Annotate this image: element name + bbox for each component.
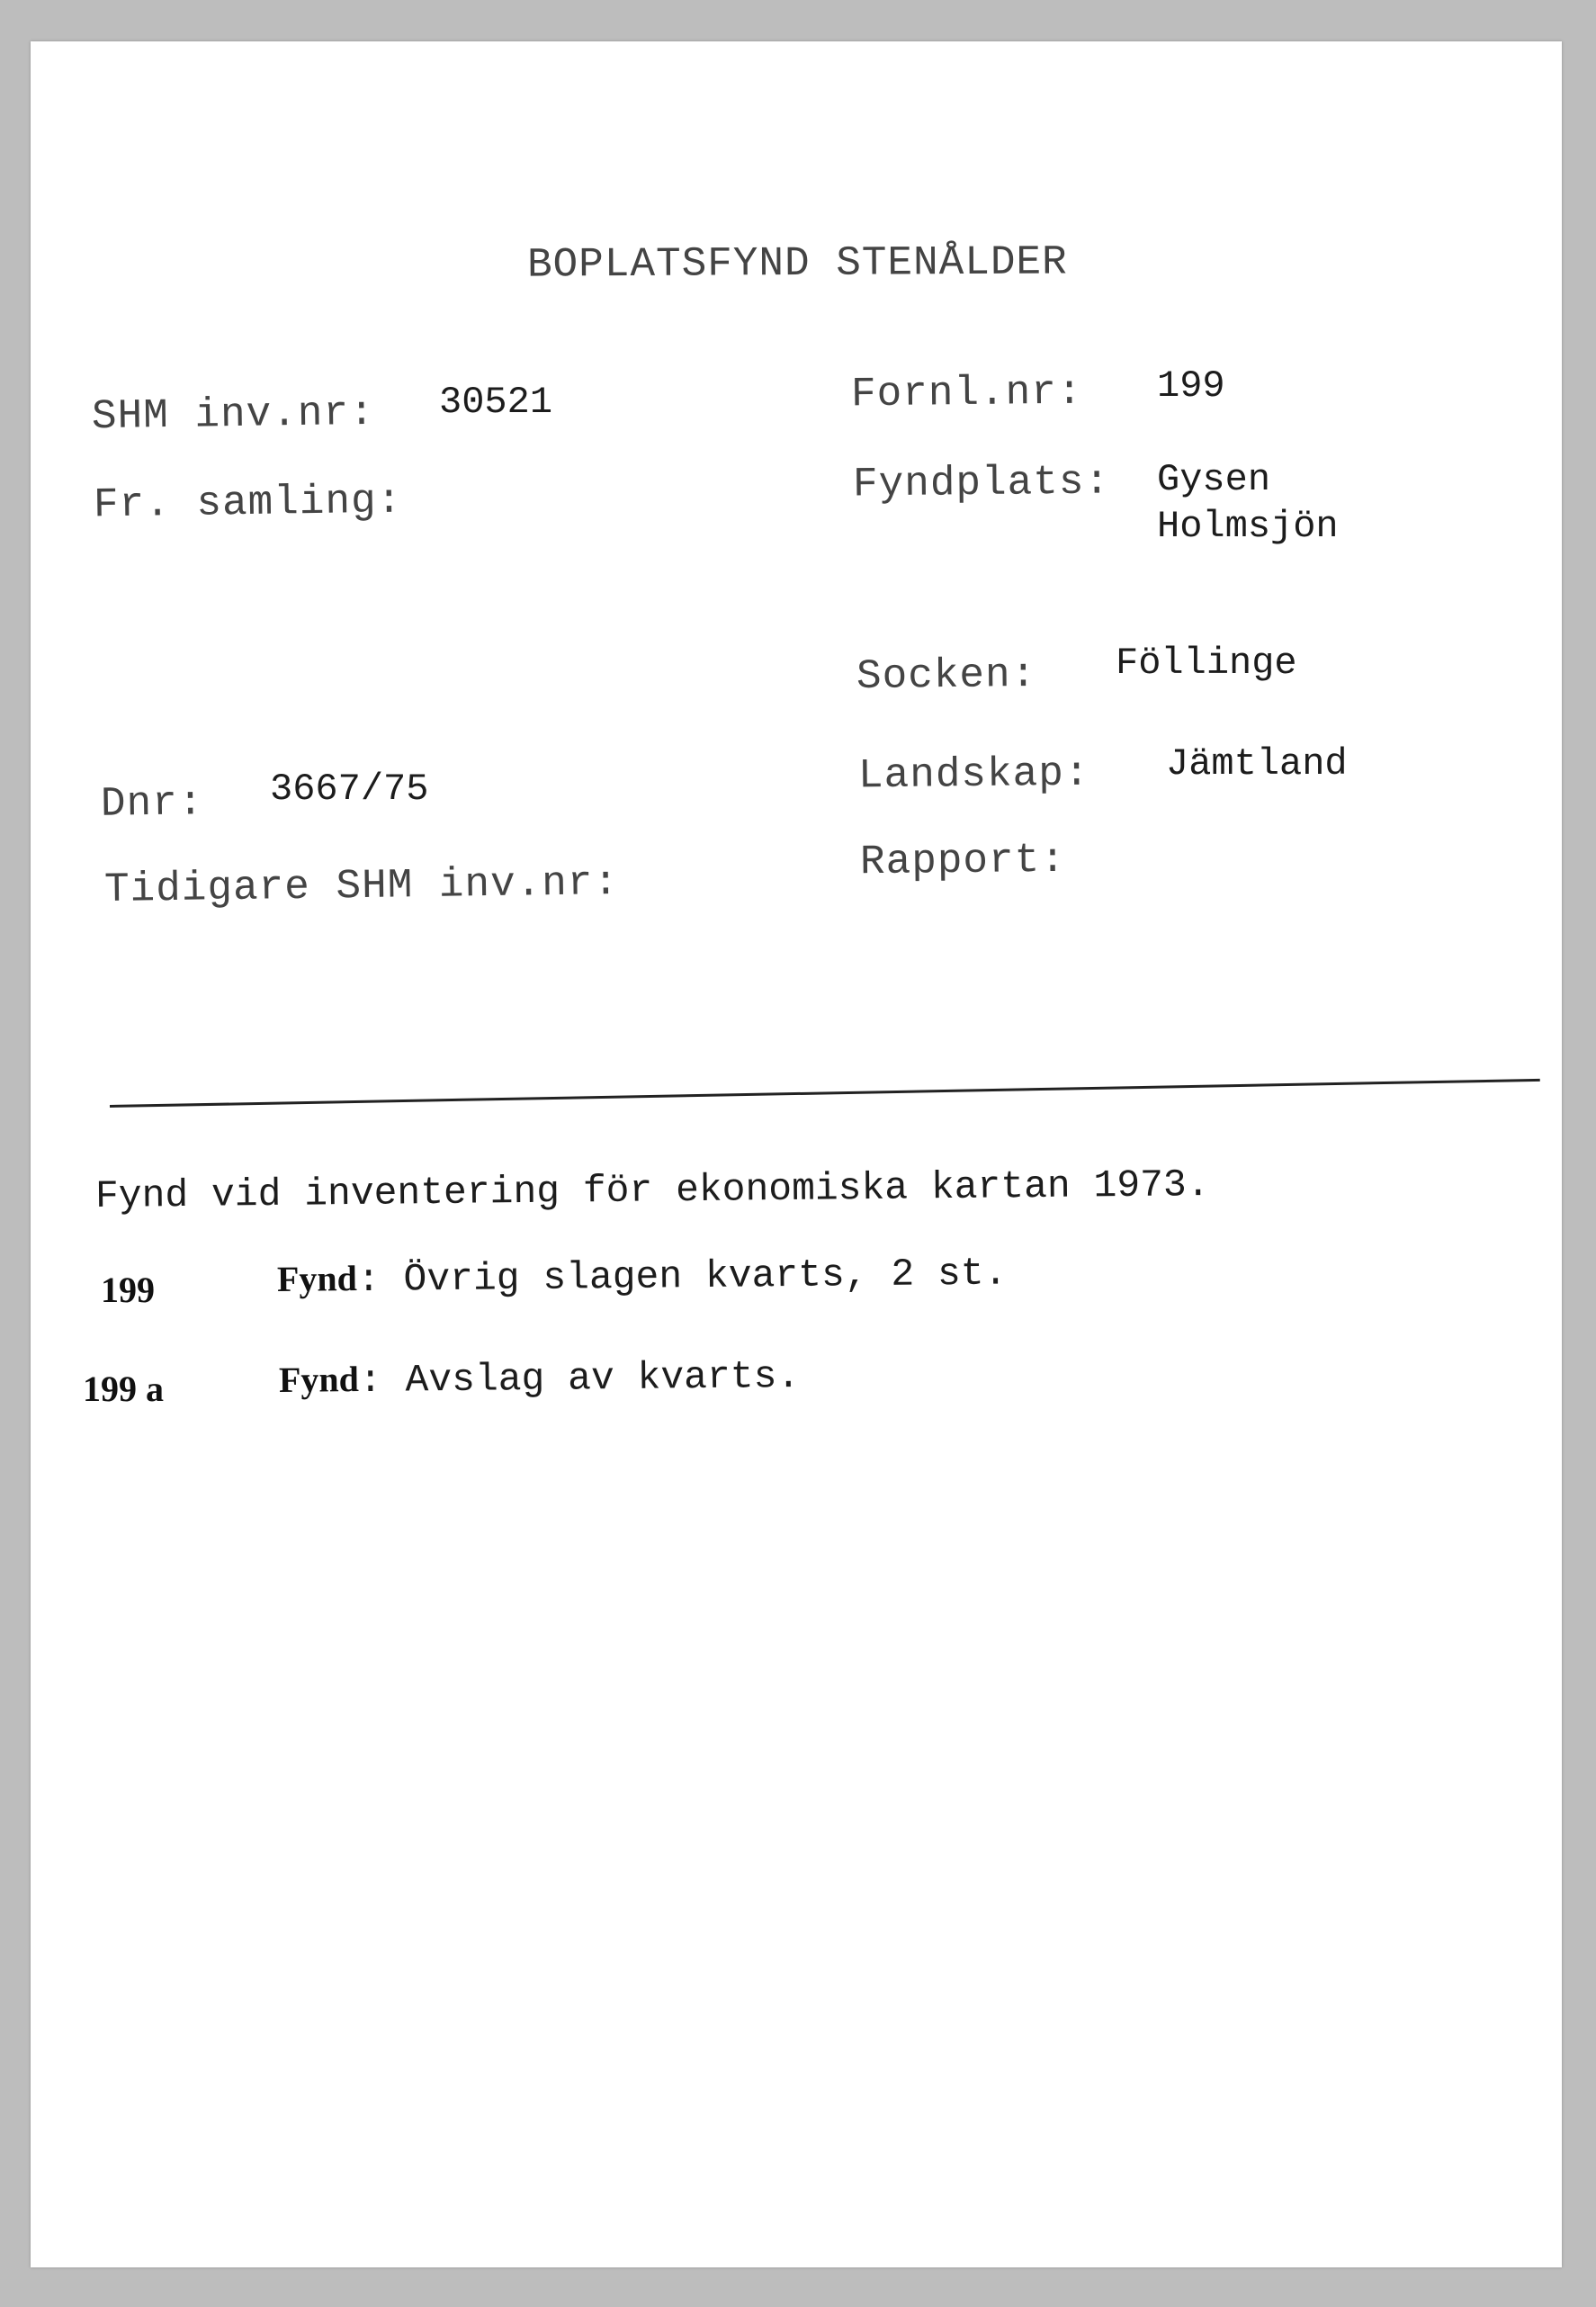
landskap-label: Landskap: <box>857 750 1090 800</box>
socken-value: Föllinge <box>1116 642 1297 685</box>
find-number: 199 <box>101 1270 155 1310</box>
find-number: 199 a <box>83 1369 164 1409</box>
find-label: Fynd <box>278 1359 360 1400</box>
socken-label: Socken: <box>856 651 1037 701</box>
find-text: : Avslag av kvarts. <box>358 1353 801 1404</box>
document-title: BOPLATSFYND STENÅLDER <box>526 238 1068 289</box>
fyndplats-label: Fyndplats: <box>852 458 1111 508</box>
landskap-value: Jämtland <box>1166 742 1348 785</box>
section-divider <box>110 1079 1540 1108</box>
intro-text: Fynd vid inventering för ekonomiska kartan 1973. <box>94 1162 1210 1218</box>
rapport-label: Rapport: <box>859 836 1067 886</box>
shm-inv-value: 30521 <box>439 381 553 424</box>
fornl-label: Fornl.nr: <box>850 368 1083 418</box>
find-description <box>276 1251 1008 1303</box>
shm-inv-label: SHM inv.nr: <box>91 389 376 441</box>
fr-samling-label: Fr. samling: <box>93 477 403 529</box>
tidigare-shm-inv-label: Tidigare SHM inv.nr: <box>103 859 620 913</box>
find-label: Fynd <box>276 1258 358 1299</box>
fyndplats-value-line2: Holmsjön <box>1157 505 1339 548</box>
dnr-label: Dnr: <box>100 779 204 828</box>
dnr-value: 3667/75 <box>270 768 429 811</box>
document-card <box>31 41 1562 2267</box>
fornl-value: 199 <box>1157 364 1225 408</box>
find-description <box>278 1353 801 1404</box>
find-text: : Övrig slagen kvarts, 2 st. <box>356 1251 1008 1303</box>
fyndplats-value-line1: Gysen <box>1157 458 1271 501</box>
